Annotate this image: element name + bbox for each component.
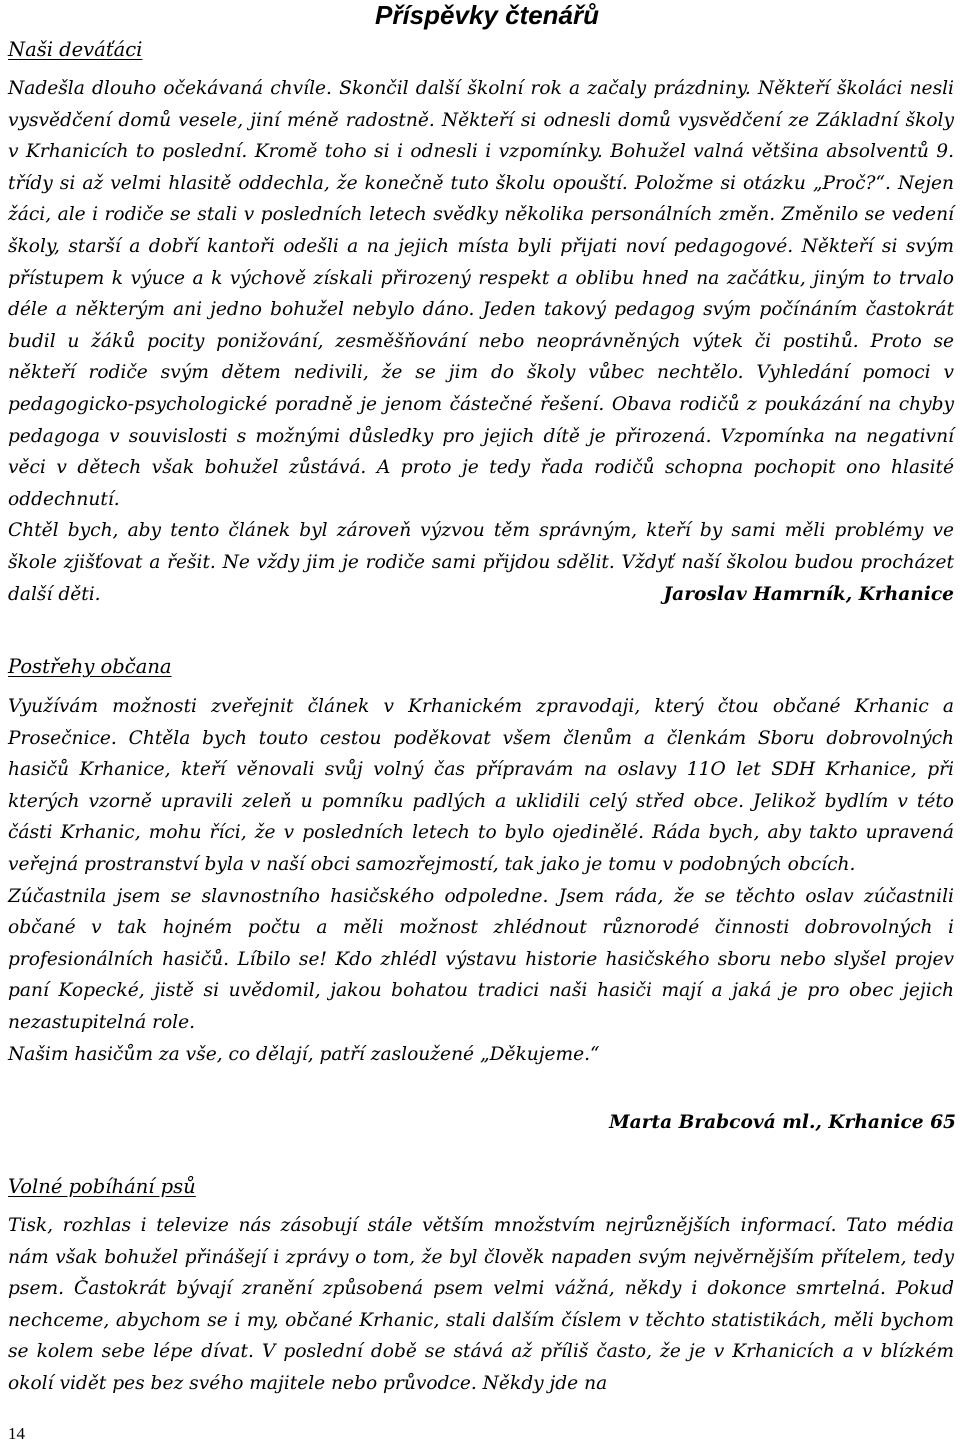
page-number: 14	[8, 1424, 25, 1443]
author-signature: Marta Brabcová ml., Krhanice 65	[609, 1112, 956, 1133]
article-paragraph: Našim hasičům za vše, co dělají, patří zasloužené „Děkujeme.“	[8, 1043, 600, 1065]
page-heading: Příspěvky čtenářů	[375, 0, 600, 30]
article-paragraph: Zúčastnila jsem se slavnostního hasičského odpoledne. Jsem ráda, že se těchto oslav zúčastnili občané v tak hojném počtu a měli možnost zhlédnout různorodé činnosti dobrovolných i profesionálních hasičů. Líbilo se! Kdo zhlédl výstavu historie hasičského sboru nebo slyšel projev paní Kopecké, jistě si uvědomil, jakou bohatou tradici naši hasiči mají a jaká je pro obec jejich nezastupitelná role.	[8, 885, 954, 1033]
article-body-volne-pobihani-psu	[8, 1210, 954, 1400]
article-title-postrehy-obcana: Postřehy občana	[8, 655, 172, 678]
article-paragraph-text: Chtěl bych, aby tento článek byl zároveň výzvou těm správným, kteří by sami měli problémy ve škole zjišťovat a řešit. Ne vždy jim je rodiče sami přijdou sdělit. Vždyť naší školou budou procházet další děti.	[8, 520, 954, 605]
author-signature: Jaroslav Hamrník, Krhanice	[663, 583, 954, 605]
article-body-postrehy-obcana	[8, 691, 954, 1070]
article-paragraph: Nadešla dlouho očekávaná chvíle. Skončil další školní rok a začaly prázdniny. Někteří školáci nesli vysvědčení domů vesele, jiní méně radostně. Někteří si odnesli domů vysvědčení ze Základní školy v Krhanicích to poslední. Kromě toho si i odnesli i vzpomínky. Bohužel valná většina absolventů 9. třídy si až velmi hlasitě oddechla, že konečně tuto školu opouští. Položme si otázku „Proč?“. Nejen žáci, ale i rodiče se stali v posledních letech svědky několika personálních změn. Změnilo se vedení školy, starší a dobří kantoři odešli a na jejich místa byli přijati noví pedagogové. Někteří si svým přístupem k výuce a k výchově získali přirozený respekt a oblibu hned na začátku, jiným to trvalo déle a některým ani jedno bohužel nebylo dáno. Jeden takový pedagog svým počínáním častokrát budil u žáků pocity ponižování, zesměšňování nebo neoprávněných výtek či postihů. Proto se někteří rodiče svým dětem nedivili, že se jim do školy vůbec nechtělo. Vyhledání pomoci v pedagogicko-psychologické poradně je jenom částečné řešení. Obava rodičů z poukázání na chyby pedagoga v souvislosti s možnými důsledky pro jejich dítě je přirozená. Vzpomínka na negativní věci v dětech však bohužel zůstává. A proto je tedy řada rodičů schopna pochopit ono hlasité oddechnutí.	[8, 78, 954, 510]
article-body-nasi-devataci	[8, 73, 954, 610]
article-title-nasi-devataci: Naši deváťáci	[8, 38, 143, 61]
article-paragraph	[8, 515, 954, 610]
article-title-volne-pobihani-psu: Volné pobíhání psů	[8, 1175, 196, 1198]
article-paragraph: Využívám možnosti zveřejnit článek v Krhanickém zpravodaji, který čtou občané Krhanic a Prosečnice. Chtěla bych touto cestou poděkovat všem členům a členkám Sboru dobrovolných hasičů Krhanice, kteří věnovali svůj volný čas přípravám na oslavy 11O let SDH Krhanice, při kterých vzorně upravili zeleň u pomníku padlých a uklidili celý střed obce. Jelikož bydlím v této části Krhanic, mohu říci, že v posledních letech to bylo ojedinělé. Ráda bych, aby takto upravená veřejná prostranství byla v naší obci samozřejmostí, tak jako je tomu v podobných obcích.	[8, 696, 954, 875]
article-paragraph: Tisk, rozhlas i televize nás zásobují stále větším množstvím nejrůznějších informací. Tato média nám však bohužel přinášejí i zprávy o tom, že byl člověk napaden svým nejvěrnějším přítelem, tedy psem. Častokrát bývají zranění způsobená psem velmi vážná, někdy i dokonce smrtelná. Pokud nechceme, abychom se i my, občané Krhanic, stali dalším číslem v těchto statistikách, měli bychom se kolem sebe lépe dívat. V poslední době se stává až příliš často, že je v Krhanicích a v blízkém okolí vidět pes bez svého majitele nebo průvodce. Někdy jde na	[8, 1215, 954, 1394]
